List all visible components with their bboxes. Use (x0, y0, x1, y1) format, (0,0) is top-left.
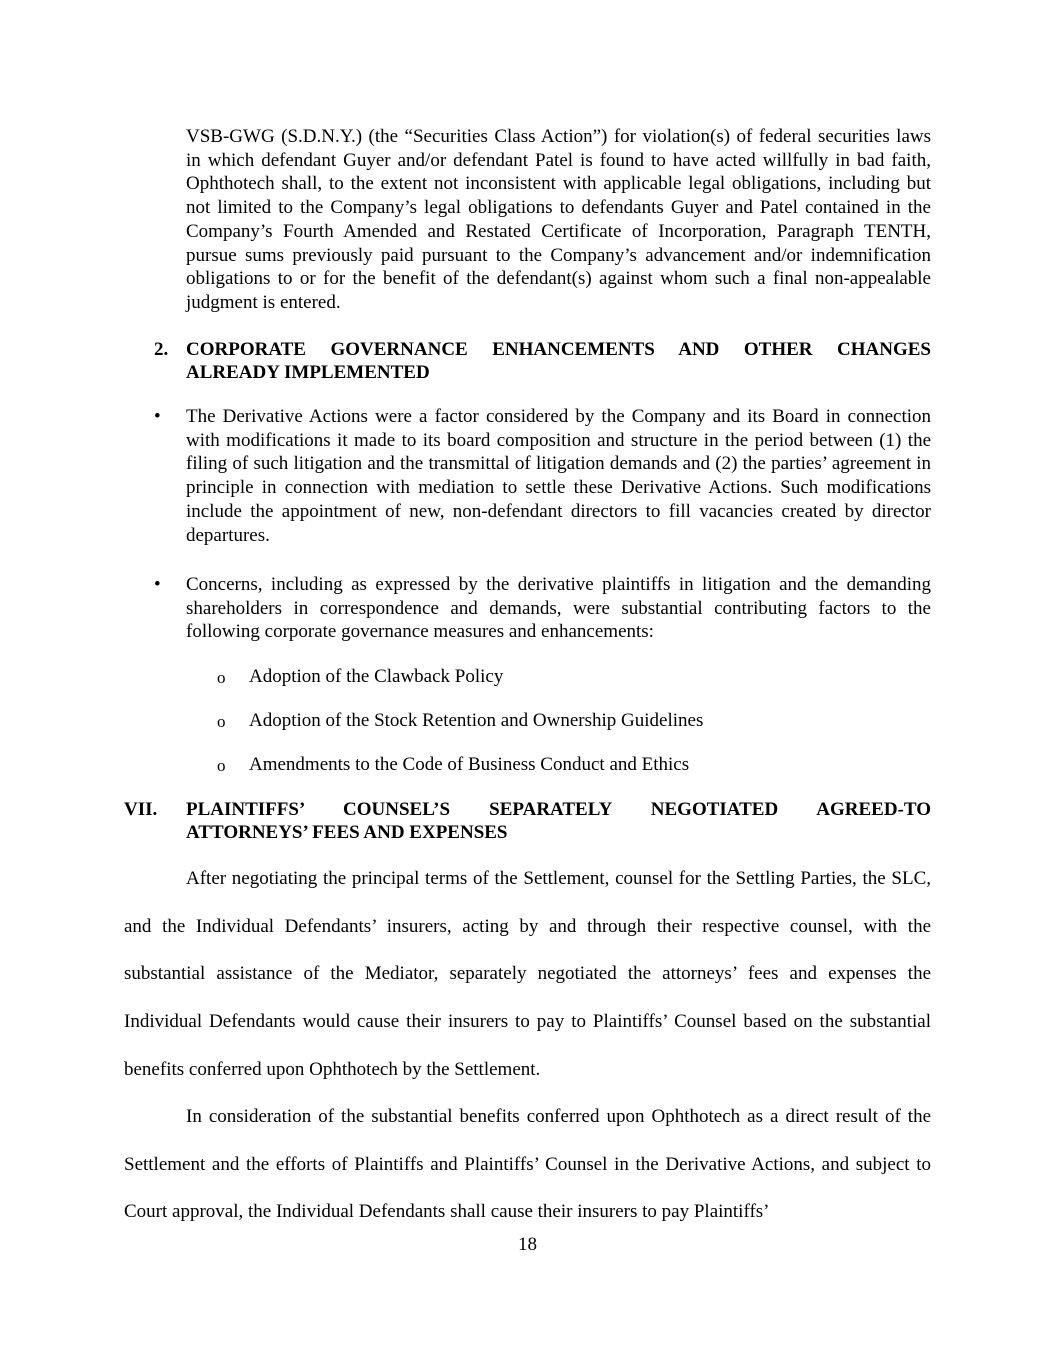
bullet-item-governance-concerns: Concerns, including as expressed by the derivative plaintiffs in litigation and the demanding shareholders in correspondence and demands, were substantial contributing factors to the following corporate governance measures and enhancements: (186, 574, 931, 643)
sub-bullet-icon: o (217, 712, 226, 731)
sub-bullet-stock-retention: Adoption of the Stock Retention and Ownership Guidelines (249, 710, 704, 731)
body-paragraph-fee-negotiation: After negotiating the principal terms of the Settlement, counsel for the Settling Parties, the SLC, and the Individual Defendants’ insurers, acting by and through their respective counsel, with the substantial assistance of the Mediator, separately negotiated the attorneys’ fees and expenses the Individual Defendants would cause their insurers to pay to Plaintiffs’ Counsel based on the substantial benefits conferred upon Ophthotech by the Settlement. (124, 868, 931, 1080)
section-2-heading-line2: ALREADY IMPLEMENTED (186, 362, 430, 383)
section-2-heading (186, 338, 931, 384)
sub-bullet-icon: o (217, 668, 226, 687)
bullet-icon: • (154, 406, 161, 427)
section-7-heading-line2: ATTORNEYS’ FEES AND EXPENSES (186, 822, 508, 843)
sub-bullet-code-amendments: Amendments to the Code of Business Conduct and Ethics (249, 754, 690, 775)
continued-paragraph: VSB-GWG (S.D.N.Y.) (the “Securities Class Action”) for violation(s) of federal securities laws in which defendant Guyer and/or defendant Patel is found to have acted willfully in bad faith, Ophthotech shall, to the extent not inconsistent with applicable legal obligations, including but not limited to the Company’s legal obligations to defendants Guyer and Patel contained in the Company’s Fourth Amended and Restated Certificate of Incorporation, Paragraph TENTH, pursue sums previously paid pursuant to the Company’s advancement and/or indemnification obligations to or for the benefit of the defendant(s) against whom such a final non-appealable judgment is entered. (186, 126, 931, 313)
section-7-heading-line1: PLAINTIFFS’ COUNSEL’S SEPARATELY NEGOTIATED AGREED-TO (186, 799, 931, 820)
section-7-heading (186, 798, 931, 844)
sub-bullet-clawback-policy: Adoption of the Clawback Policy (249, 666, 504, 687)
section-7-number: VII. (124, 799, 158, 820)
bullet-icon: • (154, 574, 161, 595)
body-paragraph-fee-consideration: In consideration of the substantial benefits conferred upon Ophthotech as a direct result of the Settlement and the efforts of Plaintiffs and Plaintiffs’ Counsel in the Derivative Actions, and subject to Court approval, the Individual Defendants shall cause their insurers to pay Plaintiffs’ (124, 1106, 931, 1223)
section-2-number: 2. (154, 339, 169, 360)
page-number: 18 (518, 1234, 537, 1255)
bullet-item-board-modifications: The Derivative Actions were a factor considered by the Company and its Board in connection with modifications it made to its board composition and structure in the period between (1) the filing of such litigation and the transmittal of litigation demands and (2) the parties’ agreement in principle in connection with mediation to settle these Derivative Actions. Such modifications include the appointment of new, non-defendant directors to fill vacancies created by director departures. (186, 406, 931, 546)
section-2-heading-line1: CORPORATE GOVERNANCE ENHANCEMENTS AND OTHER CHANGES (186, 339, 931, 360)
sub-bullet-icon: o (217, 756, 226, 775)
